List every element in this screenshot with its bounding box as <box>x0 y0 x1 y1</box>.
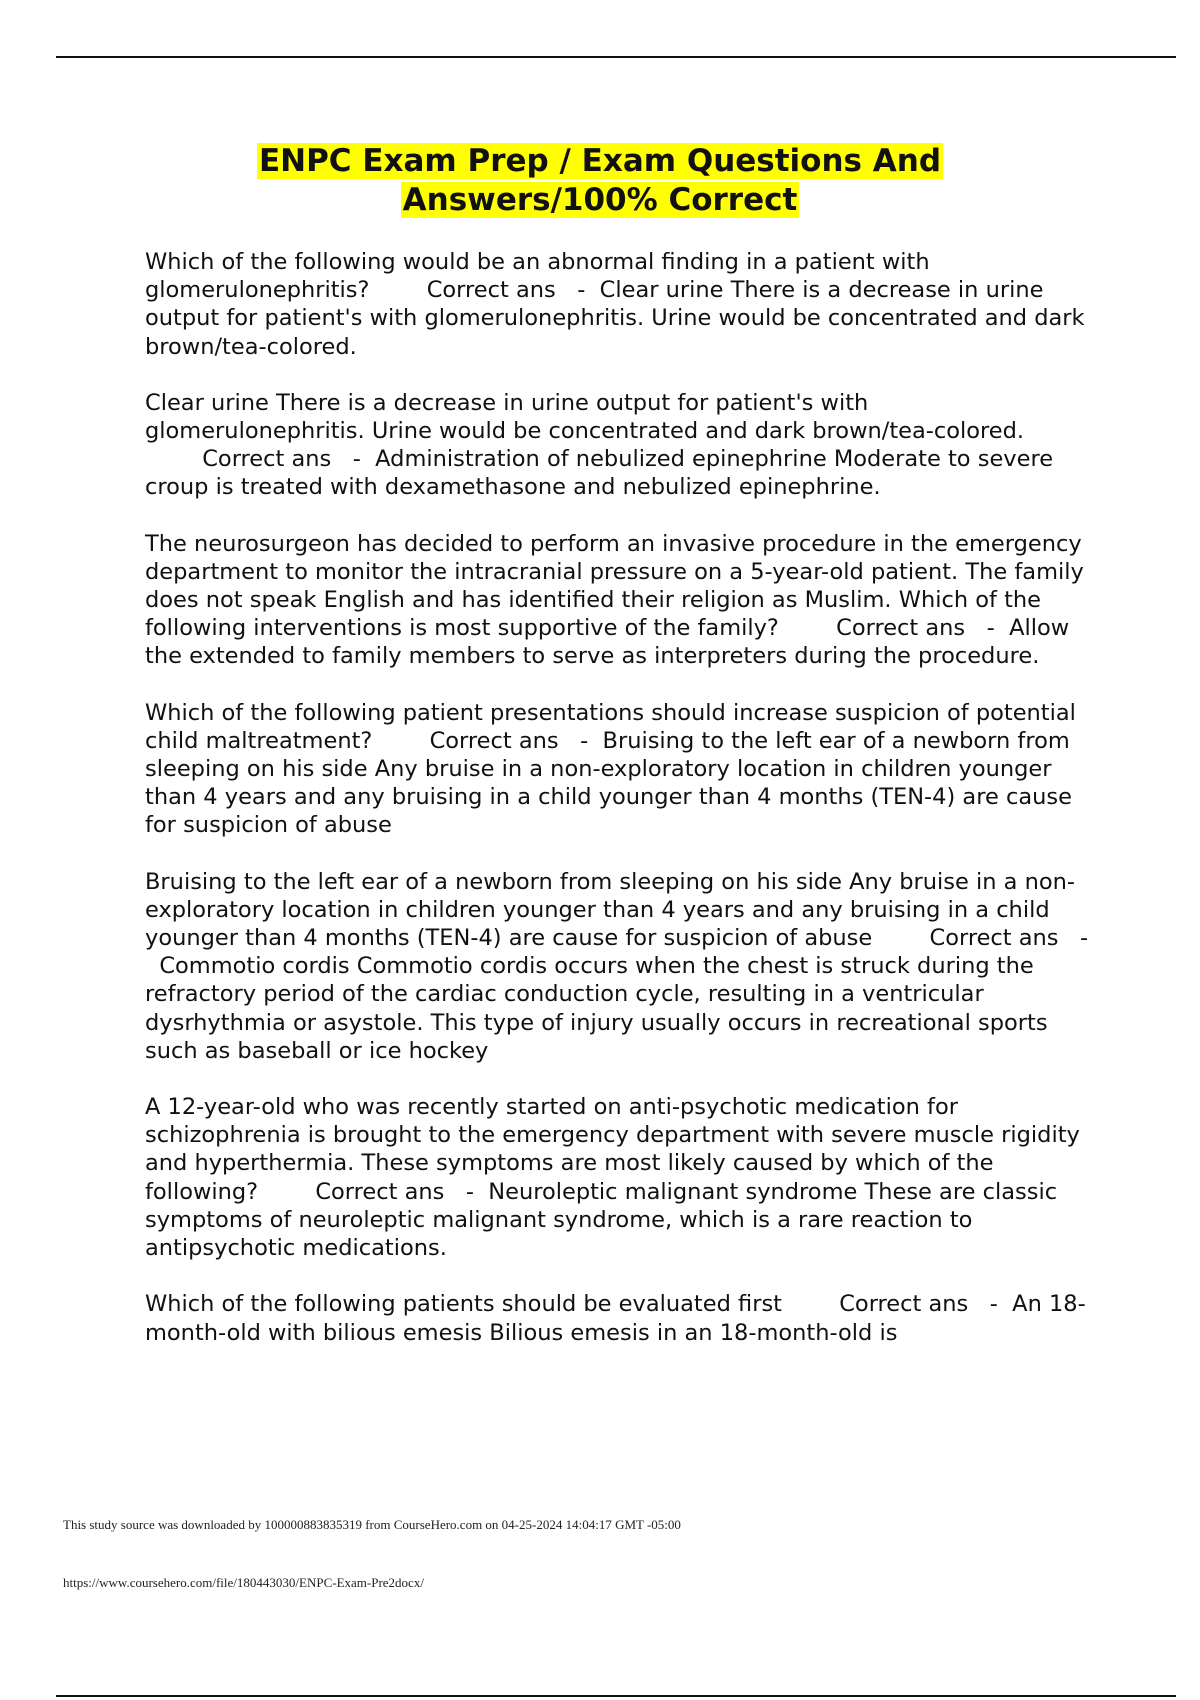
answer-text: Administration of nebulized epinephrine Moderate to severe croup is treated with dexamethasone and nebulized epinephrine. <box>145 446 1054 501</box>
qa-entry-6 <box>145 1093 1095 1262</box>
answer-text: Clear urine There is a decrease in urine output for patient's with glomerulonephritis. Urine would be concentrated and dark brown/tea-colored. <box>145 277 1085 360</box>
answer-label: Correct ans <box>839 1291 969 1318</box>
bottom-rule <box>56 1695 1176 1697</box>
answer-separator: - <box>352 446 361 473</box>
question-text: Which of the following patients should be evaluated first <box>145 1291 782 1318</box>
qa-entry-4 <box>145 699 1095 840</box>
qa-list <box>145 248 1095 1375</box>
title-line-2: Answers/100% Correct <box>402 182 798 218</box>
answer-label: Correct ans <box>836 615 966 642</box>
answer-label: Correct ans <box>929 925 1059 952</box>
question-text: Which of the following would be an abnormal finding in a patient with glomerulonephritis? <box>145 249 930 304</box>
question-text: Clear urine There is a decrease in urine output for patient's with glomerulonephritis. Urine would be concentrated and dark brown/tea-colored. <box>145 389 1025 445</box>
answer-text: Bruising to the left ear of a newborn from sleeping on his side Any bruise in a non-exploratory location in children younger than 4 years and any bruising in a child younger than 4 months (TEN-4) are cause for suspicion of abuse <box>145 727 1072 839</box>
question-text: A 12-year-old who was recently started on anti-psychotic medication for schizophrenia is brought to the emergency department with severe muscle rigidity and hyperthermia. These symptoms are most likely caused by which of the following? <box>145 1094 1080 1205</box>
qa-entry-1 <box>145 248 1095 361</box>
answer-text: An 18-month-old with bilious emesis Bilious emesis in an 18-month-old is <box>145 1291 1086 1346</box>
answer-separator: - <box>580 727 589 754</box>
answer-separator: - <box>989 1291 998 1318</box>
answer-text: Commotio cordis Commotio cordis occurs when the chest is struck during the refractory period of the cardiac conduction cycle, resulting in a ventricular dysrhythmia or asystole. This type of injury usually occurs in recreational sports such as baseball or ice hockey <box>145 953 1048 1064</box>
answer-separator: - <box>465 1178 474 1205</box>
qa-entry-2 <box>145 389 1095 502</box>
qa-entry-7 <box>145 1290 1095 1346</box>
answer-separator: - <box>577 277 586 304</box>
answer-label: Correct ans <box>426 277 556 304</box>
source-url[interactable]: https://www.coursehero.com/file/180443030/ENPC-Exam-Pre2docx/ <box>63 1575 424 1590</box>
title-line-1: ENPC Exam Prep / Exam Questions And <box>258 143 942 179</box>
download-source-note: This study source was downloaded by 100000883835319 from CourseHero.com on 04-25-2024 14:04:17 GMT -05:00 <box>63 1517 681 1532</box>
document-title <box>0 142 1200 220</box>
answer-text: Allow the extended to family members to serve as interpreters during the procedure. <box>145 615 1070 670</box>
top-rule <box>56 56 1176 58</box>
answer-separator: - <box>986 615 995 642</box>
answer-text: Neuroleptic malignant syndrome These are classic symptoms of neuroleptic malignant syndrome, which is a rare reaction to antipsychotic medications. <box>145 1178 1058 1262</box>
answer-separator: - <box>1080 925 1089 952</box>
question-text: The neurosurgeon has decided to perform an invasive procedure in the emergency department to monitor the intracranial pressure on a 5-year-old patient. The family does not speak English and has identified their religion as Muslim. Which of the following interventions is most supportive of the family? <box>145 530 1084 642</box>
qa-entry-3 <box>145 530 1095 671</box>
answer-label: Correct ans <box>202 446 332 473</box>
qa-entry-5 <box>145 868 1095 1065</box>
answer-label: Correct ans <box>429 727 559 754</box>
answer-label: Correct ans <box>315 1178 445 1205</box>
question-text: Bruising to the left ear of a newborn from sleeping on his side Any bruise in a non-exploratory location in children younger than 4 years and any bruising in a child younger than 4 months (TEN-4) are cause for suspicion of abuse <box>145 868 1076 952</box>
question-text: Which of the following patient presentations should increase suspicion of potential child maltreatment? <box>145 699 1076 754</box>
